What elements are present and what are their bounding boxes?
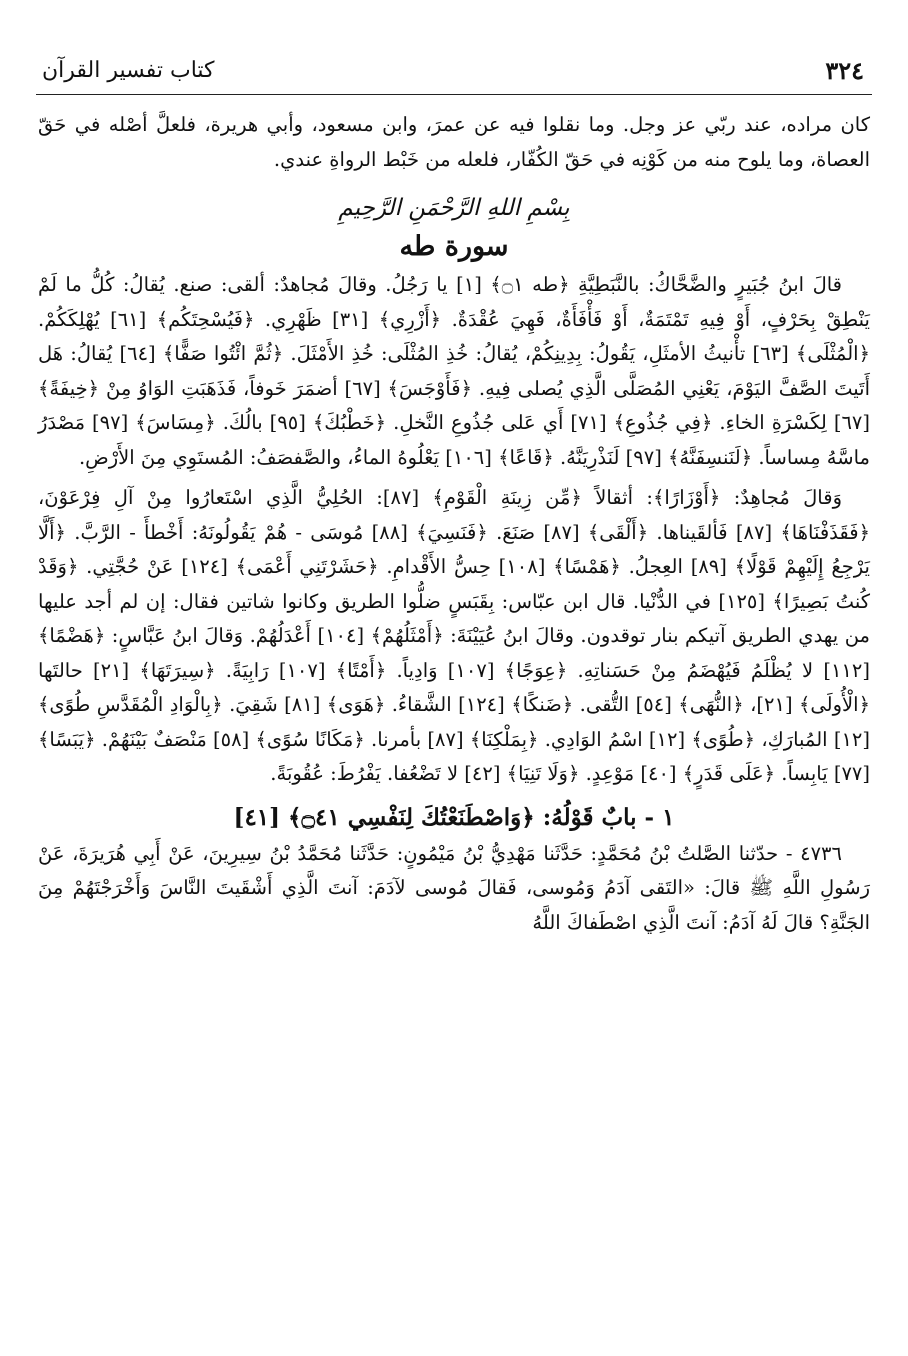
commentary-paragraph-1: قالَ ابنُ جُبَيرٍ والضَّحَّاكُ: بالنَّبَطِيَّةِ ﴿طه ۝١﴾ [١] يا رَجُلُ. وقالَ مُجاهدٌ: ألقى: صنع. يُقالُ: كُلُّ ما لَمْ يَنْطِقْ بِحَرْفٍ، أَوْ فِيهِ تَمْتَمَةٌ، أَوْ فَأْفَأَةٌ، فَهِيَ عُقْدَةٌ. ﴿أَزْرِي﴾ [٣١] ظَهْرِي. ﴿فَيُسْحِتَكُم﴾ [٦١] يُهْلِكَكُمْ. ﴿الْمُثْلَى﴾ [٦٣] تأْنيثُ الأمثَلِ، يَقُولُ: بِدِينِكُمْ، يُقالُ: خُذِ المُثْلَى: خُذِ الأَمْثَلَ. ﴿ثُمَّ ائْتُوا صَفًّا﴾ [٦٤] يُقالُ: هَل أَتَيتَ الصَّفَّ اليَوْمَ، يَعْنِي المُصَلَّى الَّذِي يُصلى فِيهِ. ﴿فَأَوْجَسَ﴾ [٦٧] أضمَرَ خَوفاً، فَذَهَبَتِ الوَاوُ مِنْ ﴿خِيفَةً﴾ [٦٧] لِكَسْرَةِ الخاءِ. ﴿فِي جُذُوعِ﴾ [٧١] أَي عَلى جُذُوعِ النَّخلِ. ﴿خَطْبُكَ﴾ [٩٥] بالُكَ. ﴿مِسَاسَ﴾ [٩٧] مَصْدَرُ ماسَّهُ مِساساً. ﴿لَنَنسِفَنَّهُ﴾ [٩٧] لَنَذْرِيَنَّهُ. ﴿قَاعًا﴾ [١٠٦] يَعْلُوهُ الماءُ، والصَّفصَفُ: المُستَوِي مِنَ الأَرْضِ.	[38, 273, 871, 469]
intro-paragraph: كان مراده، عند ربّي عز وجل. وما نقلوا فيه عن عمرَ، وابن مسعود، وأبي هريرة، فلعلَّ أصْله في حَقّ العصاة، وما يلوح منه من كَوْنِه في حَقّ الكُفّار، فلعله من خَبْط الرواةِ عندي.	[38, 113, 870, 171]
page-body	[38, 108, 870, 946]
page-header	[36, 52, 872, 95]
basmala: بِسْمِ اللهِ الرَّحْمَنِ الرَّحِيمِ	[338, 195, 570, 221]
chapter-heading: ١ - بابٌ قَوْلُهُ: ﴿وَاصْطَنَعْتُكَ لِنَفْسِي ۝٤١﴾ [٤١]	[233, 803, 675, 831]
surah-title: سورة طه	[399, 231, 509, 262]
page-number: ٣٢٤	[825, 56, 864, 85]
book-title: كتاب تفسير القرآن	[42, 58, 215, 83]
commentary-paragraph-2: وَقالَ مُجاهِدٌ: ﴿أَوْزَارًا﴾: أثقالاً ﴿مِّن زِينَةِ الْقَوْمِ﴾ [٨٧]: الحُلِيُّ الَّذِي اسْتَعارُوا مِنْ آلِ فِرْعَوْنَ، ﴿فَقَذَفْنَاهَا﴾ [٨٧] فَألقَيناها. ﴿أَلْقَى﴾ [٨٧] صَنَعَ. ﴿فَنَسِيَ﴾ [٨٨] مُوسَى - هُمْ يَقُولُونَهُ: أَخْطأَ - الرَّبَّ. ﴿أَلَّا يَرْجِعُ إِلَيْهِمْ قَوْلًا﴾ [٨٩] العِجلُ. ﴿هَمْسًا﴾ [١٠٨] حِسُّ الأَقْدامِ. ﴿حَشَرْتَنِي أَعْمَى﴾ [١٢٤] عَنْ حُجَّتِي. ﴿وَقَدْ كُنتُ بَصِيرًا﴾ [١٢٥] في الدُّنْيا. قال ابن عبّاس: بِقَبَسٍ ضلُّوا الطريق وكانوا شاتين فقال: إن لم أجد عليها من يهدي الطريق آتيكم بنار توقدون. وقالَ ابنُ عُيَيْنَةَ: ﴿أَمْثَلُهُمْ﴾ [١٠٤] أَعْدَلُهُمْ. وَقالَ ابنُ عَبَّاسٍ: ﴿هَضْمًا﴾ [١١٢] لا يُظْلَمُ فَيُهْضَمُ مِنْ حَسَناتِهِ. ﴿عِوَجًا﴾ [١٠٧] وَادِياً. ﴿أَمْتًا﴾ [١٠٧] رَابِيَةً. ﴿سِيرَتَهَا﴾ [٢١] حالتَها ﴿الْأُولَى﴾ [٢١]، ﴿النُّهَى﴾ [٥٤] التُّقى. ﴿ضَنكًا﴾ [١٢٤] الشَّقاءُ. ﴿هَوَى﴾ [٨١] شَقِيَ. ﴿بِالْوَادِ الْمُقَدَّسِ طُوًى﴾ [١٢] المُبارَكِ، ﴿طُوًى﴾ [١٢] اسْمُ الوَادِي. ﴿بِمَلْكِنَا﴾ [٨٧] بأمرنا. ﴿مَكَانًا سُوًى﴾ [٥٨] مَنْصَفٌ بَيْنَهُمْ. ﴿يَبَسًا﴾ [٧٧] يَابِساً. ﴿عَلَى قَدَرٍ﴾ [٤٠] مَوْعِدٍ. ﴿وَلَا تَنِيَا﴾ [٤٢] لا تَضْعُفا. يَفْرُطَ: عُقُوبَةً.	[38, 486, 870, 785]
hadith-paragraph: ٤٧٣٦ - حدّثنا الصَّلتُ بْنُ مُحَمَّدٍ: حَدَّثَنا مَهْدِيُّ بْنُ مَيْمُونٍ: حَدَّثَنا مُحَمَّدُ بْنُ سِيرِينَ، عَنْ أَبِي هُرَيرَةَ، عَنْ رَسُولِ اللَّهِ ﷺ قالَ: «التَقى آدَمُ وَمُوسى، فَقالَ مُوسى لآدَمَ: آنتَ الَّذِي أَشْقَيتَ النَّاسَ وَأَخْرَجْتَهُمْ مِنَ الجَنَّةِ؟ قالَ لَهُ آدَمُ: آنتَ الَّذِي اصْطَفاكَ اللَّهُ	[38, 841, 870, 934]
